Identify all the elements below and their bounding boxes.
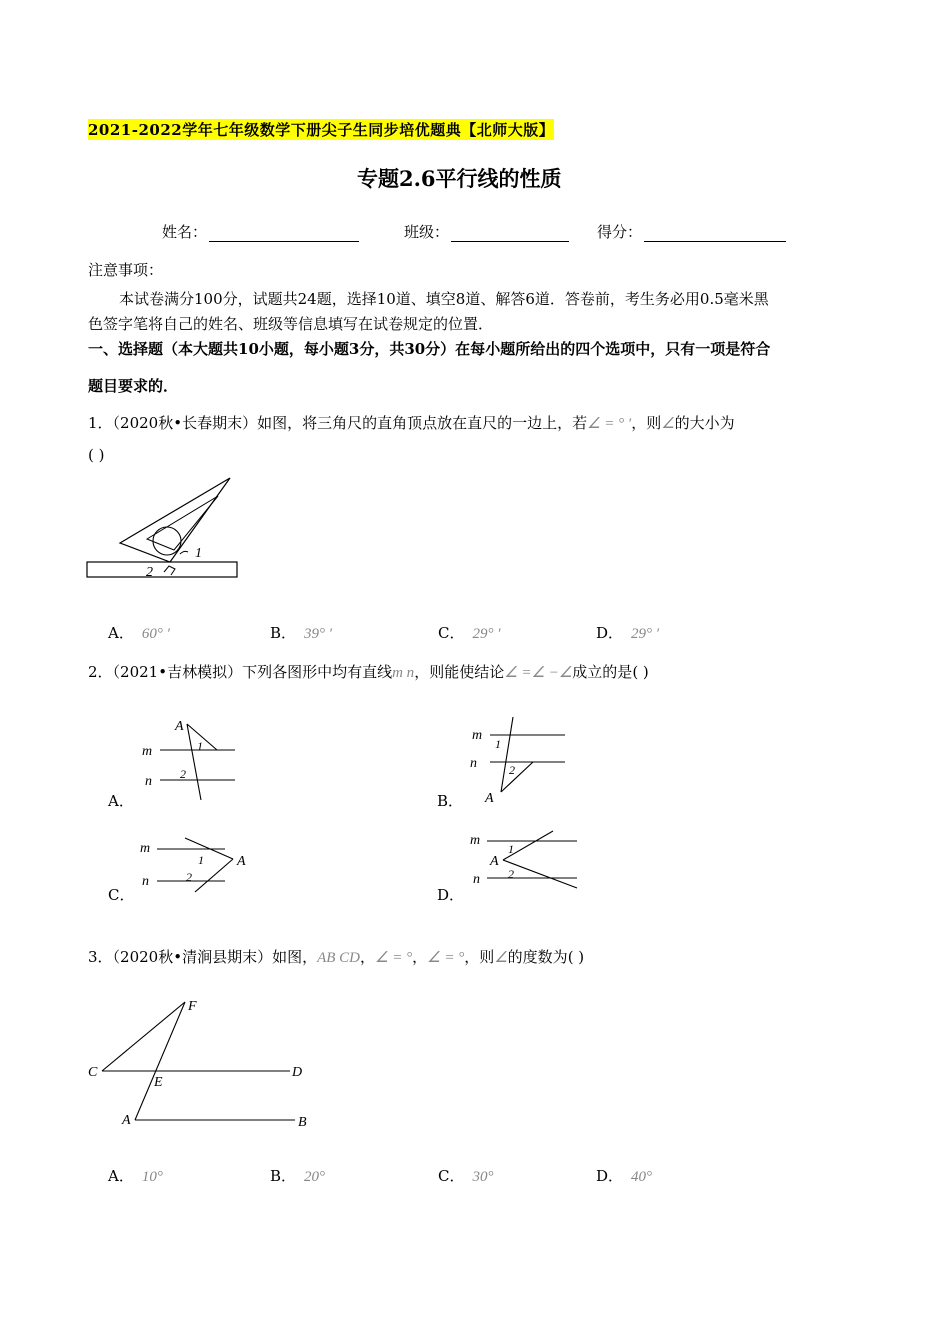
series-title: 2021-2022学年七年级数学下册尖子生同步培优题典【北师大版】 <box>88 121 555 139</box>
document-title: 专题2.6平行线的性质 <box>357 166 562 191</box>
option-d-label: D． <box>596 624 624 642</box>
angle-2-label: 2 <box>180 767 186 781</box>
option-a[interactable] <box>108 622 170 643</box>
angle-1-label: 1 <box>195 546 202 561</box>
score-blank <box>644 227 786 242</box>
angle-1-label: 1 <box>508 842 514 856</box>
question-2-figure-b <box>465 712 575 807</box>
option-c-label: C． <box>438 1167 465 1185</box>
point-c-label: C <box>88 1065 98 1080</box>
angle-2-label: 2 <box>509 763 515 777</box>
section-heading-line-1: 一、选择题（本大题共10小题，每小题3分，共30分）在每小题所给出的四个选项中，只有一项是符合 <box>88 340 771 358</box>
name-label: 姓名： <box>162 223 208 241</box>
option-d[interactable] <box>596 1165 652 1186</box>
question-2-figure-c <box>135 832 255 897</box>
line-n-label: n <box>470 756 477 771</box>
question-source: （2021•吉林模拟） <box>112 663 243 681</box>
question-text: 的大小为 <box>674 414 735 432</box>
question-text: ，则 <box>631 414 662 432</box>
question-source: （2020秋•长春期末） <box>112 414 258 432</box>
question-3-figure <box>80 990 330 1135</box>
score-field <box>597 221 786 242</box>
option-a[interactable]: A． <box>108 792 134 810</box>
option-a-label: A． <box>108 624 134 642</box>
line-n-label: n <box>142 874 149 889</box>
question-number: 1． <box>88 414 113 432</box>
name-blank <box>209 227 359 242</box>
set-square <box>120 478 230 575</box>
point-e-label: E <box>154 1075 163 1090</box>
line-n-label: n <box>473 872 480 887</box>
point-f-label: F <box>188 999 197 1014</box>
option-c-value: 30° <box>472 1169 494 1185</box>
question-1-figure <box>80 470 250 585</box>
point-a-label: A <box>490 854 499 869</box>
ruler <box>87 562 237 577</box>
math-fragment: ∠ <box>661 416 675 432</box>
question-text: 如图，将三角尺的直角顶点放在直尺的一边上，若 <box>257 414 588 432</box>
notice-line-2: 色签字笔将自己的姓名、班级等信息填写在试卷规定的位置． <box>88 315 494 333</box>
math-fragment: ∠ = ° <box>375 950 413 966</box>
question-text: ，则能使结论 <box>414 663 505 681</box>
point-a-label: A <box>175 719 184 734</box>
question-2-stem <box>88 661 649 682</box>
answer-paren: ( ) <box>88 446 105 464</box>
option-b-value: 20° <box>304 1169 326 1185</box>
option-b[interactable] <box>270 1165 325 1186</box>
option-b-value: 39° ′ <box>304 626 333 642</box>
question-number: 3． <box>88 948 113 966</box>
math-fragment: ∠ = ° <box>427 950 465 966</box>
angle-1-label: 1 <box>197 739 203 753</box>
option-d[interactable]: D． <box>437 886 465 904</box>
math-fragment: AB CD <box>317 950 361 966</box>
option-c[interactable] <box>438 622 501 643</box>
question-text: 的度数为 <box>507 948 568 966</box>
point-d-label: D <box>292 1065 303 1080</box>
line-m-label: m <box>470 833 481 848</box>
angle-2-label: 2 <box>146 565 153 580</box>
math-fragment: ∠ = ° ′ <box>587 416 632 432</box>
option-c[interactable] <box>438 1165 493 1186</box>
option-b[interactable]: B． <box>437 792 464 810</box>
option-d[interactable] <box>596 622 659 643</box>
question-text: ， <box>360 948 376 966</box>
option-b-label: B． <box>270 624 297 642</box>
class-blank <box>451 227 569 242</box>
line-m-label: m <box>472 728 483 743</box>
angle-2-label: 2 <box>508 867 514 881</box>
score-label: 得分： <box>597 223 643 241</box>
math-fragment: ∠ <box>494 950 508 966</box>
option-c-label: C． <box>438 624 465 642</box>
notice-heading: 注意事项： <box>88 261 164 279</box>
option-d-value: 29° ′ <box>631 626 660 642</box>
class-label: 班级： <box>404 223 450 241</box>
option-d-label: D． <box>596 1167 624 1185</box>
option-b[interactable] <box>270 622 332 643</box>
option-d-value: 40° <box>631 1169 653 1185</box>
notice-line-1: 本试卷满分100分，试题共24题，选择10道、填空8道、解答6道．答卷前，考生务必用0.5毫米黑 <box>119 290 769 308</box>
math-fragment: m n <box>392 665 415 681</box>
answer-paren: ( ) <box>567 948 585 966</box>
line-m-label: m <box>140 841 151 856</box>
angle-1-label: 1 <box>495 737 501 751</box>
question-text: ，则 <box>464 948 495 966</box>
point-a-label: A <box>237 854 246 869</box>
question-source: （2020秋•清涧县期末） <box>112 948 273 966</box>
angle-2-label: 2 <box>186 870 192 884</box>
section-heading-line-2: 题目要求的． <box>88 377 179 395</box>
question-text: 成立的是 <box>572 663 633 681</box>
question-number: 2． <box>88 663 113 681</box>
option-a-label: A． <box>108 1167 134 1185</box>
question-3-stem <box>88 946 584 967</box>
option-c[interactable]: C． <box>108 886 135 904</box>
angle-1-label: 1 <box>198 853 204 867</box>
option-c-value: 29° ′ <box>472 626 501 642</box>
option-a-value: 10° <box>141 1169 163 1185</box>
option-a[interactable] <box>108 1165 163 1186</box>
option-b-label: B． <box>270 1167 297 1185</box>
name-field <box>162 221 359 242</box>
question-text: 下列各图形中均有直线 <box>242 663 393 681</box>
question-2-figure-d <box>465 826 585 901</box>
option-a-value: 60° ′ <box>141 626 170 642</box>
point-a-label: A <box>485 791 494 806</box>
point-b-label: B <box>298 1115 307 1130</box>
class-field <box>404 221 569 242</box>
line-n-label: n <box>145 774 152 789</box>
answer-paren: ( ) <box>632 663 649 681</box>
question-text: 如图， <box>272 948 318 966</box>
question-text: ， <box>412 948 428 966</box>
question-2-figure-a <box>135 712 245 807</box>
point-a-label: A <box>122 1113 131 1128</box>
line-m-label: m <box>142 744 153 759</box>
math-fragment: ∠ =∠ −∠ <box>504 665 573 681</box>
question-1-stem <box>88 412 735 433</box>
